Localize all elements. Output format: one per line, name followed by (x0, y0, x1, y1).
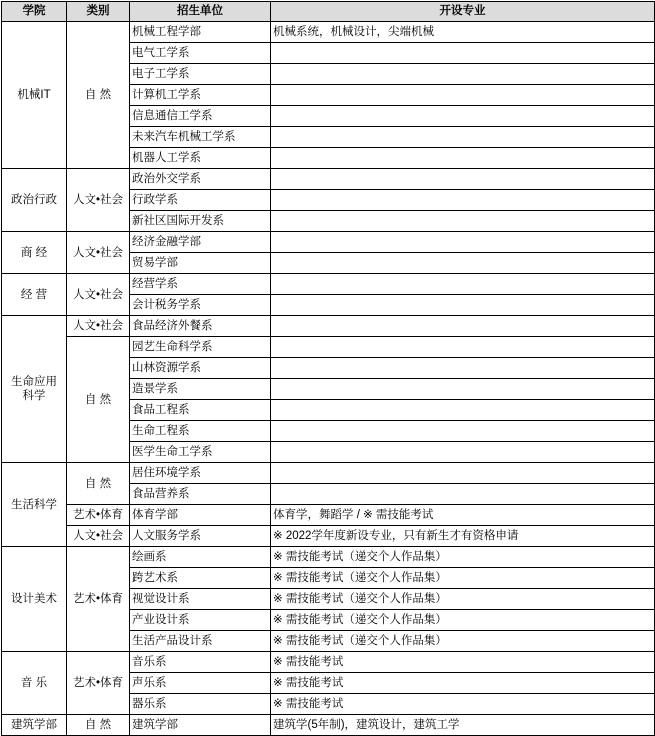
college-cell: 生命应用 科学 (2, 316, 67, 463)
majors-cell: 机械系统，机械设计，尖端机械 (271, 22, 655, 43)
department-cell: 经营学系 (130, 274, 271, 295)
department-cell: 新社区国际开发系 (130, 211, 271, 232)
majors-cell: ※ 需技能考试 (271, 652, 655, 673)
category-cell: 自 然 (67, 337, 130, 463)
table-row (2, 652, 655, 673)
department-cell: 视觉设计系 (130, 589, 271, 610)
category-cell: 艺术•体育 (67, 547, 130, 652)
department-cell: 建筑学部 (130, 715, 271, 736)
college-cell: 生活科学 (2, 463, 67, 547)
majors-cell (271, 148, 655, 169)
department-cell: 会计税务学系 (130, 295, 271, 316)
majors-cell: ※ 需技能考试（递交个人作品集） (271, 589, 655, 610)
majors-cell: 体育学，舞蹈学 / ※ 需技能考试 (271, 505, 655, 526)
category-cell: 人文•社会 (67, 526, 130, 547)
department-cell: 山林资源学系 (130, 358, 271, 379)
department-cell: 跨艺术系 (130, 568, 271, 589)
department-cell: 医学生命工学系 (130, 442, 271, 463)
majors-cell (271, 316, 655, 337)
majors-cell: ※ 需技能考试 (271, 673, 655, 694)
college-cell: 机械IT (2, 22, 67, 169)
admissions-table (1, 1, 655, 736)
header-row (2, 2, 655, 22)
majors-cell (271, 106, 655, 127)
department-cell: 产业设计系 (130, 610, 271, 631)
department-cell: 居住环境学系 (130, 463, 271, 484)
department-cell: 经济金融学部 (130, 232, 271, 253)
department-cell: 体育学部 (130, 505, 271, 526)
majors-cell: ※ 需技能考试（递交个人作品集） (271, 610, 655, 631)
category-cell: 人文•社会 (67, 232, 130, 274)
table-row (2, 274, 655, 295)
department-cell: 器乐系 (130, 694, 271, 715)
majors-cell (271, 169, 655, 190)
department-cell: 绘画系 (130, 547, 271, 568)
majors-cell (271, 127, 655, 148)
college-cell: 设计美术 (2, 547, 67, 652)
table-row (2, 337, 655, 358)
majors-cell (271, 211, 655, 232)
majors-cell: ※ 需技能考试（递交个人作品集） (271, 631, 655, 652)
department-cell: 信息通信工学系 (130, 106, 271, 127)
majors-cell (271, 64, 655, 85)
category-cell: 自 然 (67, 463, 130, 505)
category-cell: 人文•社会 (67, 169, 130, 232)
majors-cell (271, 358, 655, 379)
department-cell: 造景学系 (130, 379, 271, 400)
department-cell: 音乐系 (130, 652, 271, 673)
department-cell: 机器人工学系 (130, 148, 271, 169)
majors-cell (271, 274, 655, 295)
majors-cell (271, 85, 655, 106)
category-cell: 人文•社会 (67, 274, 130, 316)
department-cell: 行政学系 (130, 190, 271, 211)
header-college: 学院 (2, 2, 67, 22)
category-cell: 艺术•体育 (67, 505, 130, 526)
college-cell: 商 经 (2, 232, 67, 274)
majors-cell (271, 442, 655, 463)
majors-cell (271, 463, 655, 484)
header-majors: 开设专业 (271, 2, 655, 22)
table-row (2, 22, 655, 43)
department-cell: 机械工程学部 (130, 22, 271, 43)
majors-cell: ※ 需技能考试（递交个人作品集） (271, 547, 655, 568)
department-cell: 计算机工学系 (130, 85, 271, 106)
department-cell: 食品营养系 (130, 484, 271, 505)
category-cell: 自 然 (67, 715, 130, 736)
majors-cell (271, 379, 655, 400)
majors-cell (271, 337, 655, 358)
department-cell: 声乐系 (130, 673, 271, 694)
majors-cell (271, 43, 655, 64)
majors-cell (271, 232, 655, 253)
college-cell: 建筑学部 (2, 715, 67, 736)
college-cell: 政治行政 (2, 169, 67, 232)
category-cell: 人文•社会 (67, 316, 130, 337)
majors-cell: ※ 需技能考试 (271, 694, 655, 715)
table-row (2, 232, 655, 253)
department-cell: 人文服务学系 (130, 526, 271, 547)
majors-cell (271, 253, 655, 274)
table-row (2, 715, 655, 736)
majors-cell (271, 295, 655, 316)
header-department: 招生单位 (130, 2, 271, 22)
department-cell: 政治外交学系 (130, 169, 271, 190)
table-row (2, 463, 655, 484)
table-row (2, 505, 655, 526)
department-cell: 食品工程系 (130, 400, 271, 421)
majors-cell (271, 484, 655, 505)
header-category: 类别 (67, 2, 130, 22)
table-row (2, 169, 655, 190)
category-cell: 自 然 (67, 22, 130, 169)
department-cell: 电气工学系 (130, 43, 271, 64)
department-cell: 生命工程系 (130, 421, 271, 442)
category-cell: 艺术•体育 (67, 652, 130, 715)
majors-cell (271, 400, 655, 421)
majors-cell: ※ 2022学年度新设专业，只有新生才有资格申请 (271, 526, 655, 547)
department-cell: 生活产品设计系 (130, 631, 271, 652)
table-row (2, 526, 655, 547)
department-cell: 园艺生命科学系 (130, 337, 271, 358)
majors-cell: 建筑学(5年制)，建筑设计，建筑工学 (271, 715, 655, 736)
department-cell: 贸易学部 (130, 253, 271, 274)
college-cell: 经 营 (2, 274, 67, 316)
table-row (2, 547, 655, 568)
table-row (2, 316, 655, 337)
majors-cell (271, 421, 655, 442)
majors-cell (271, 190, 655, 211)
table-body (2, 22, 655, 736)
department-cell: 电子工学系 (130, 64, 271, 85)
majors-cell: ※ 需技能考试（递交个人作品集） (271, 568, 655, 589)
department-cell: 食品经济外餐系 (130, 316, 271, 337)
department-cell: 未来汽车机械工学系 (130, 127, 271, 148)
college-cell: 音 乐 (2, 652, 67, 715)
